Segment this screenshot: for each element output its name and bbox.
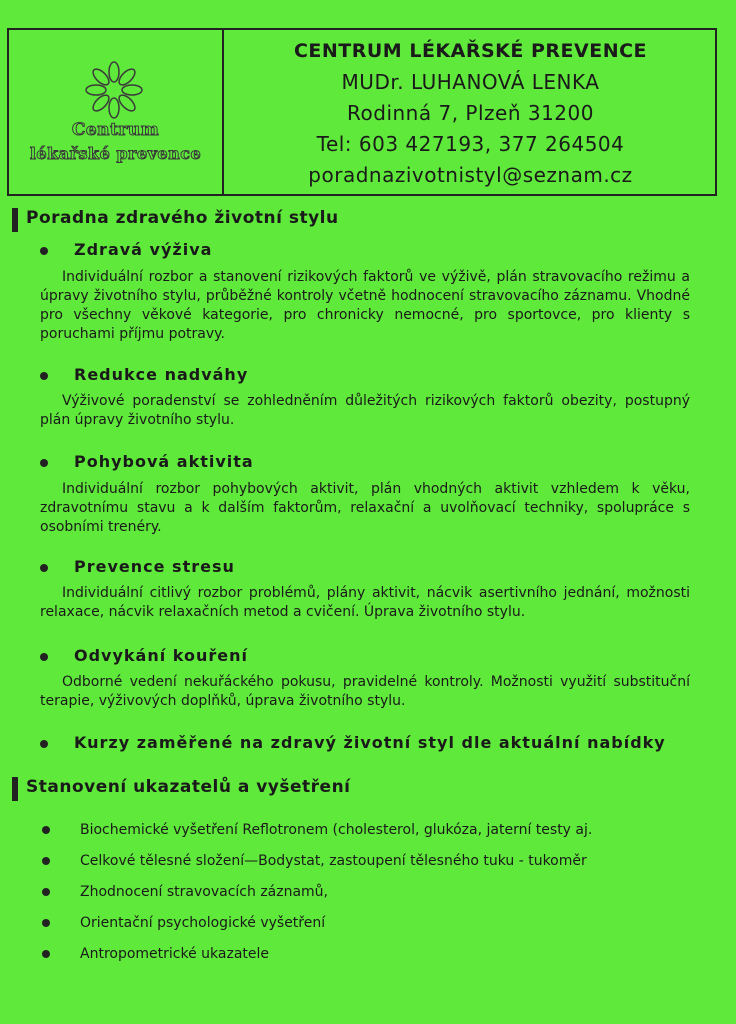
center-name: CENTRUM LÉKAŘSKÉ PREVENCE bbox=[293, 40, 648, 62]
logo bbox=[9, 30, 224, 194]
item-title-stres: Prevence stresu bbox=[40, 557, 235, 576]
item-title-redukce: Redukce nadváhy bbox=[40, 365, 248, 384]
item-title-vyziva: Zdravá výživa bbox=[40, 240, 212, 259]
logo-text-line1: Centrum bbox=[71, 120, 160, 140]
bullet-icon bbox=[40, 653, 48, 661]
item-title-kurzy: Kurzy zaměřené na zdravý životní styl dle aktuální nabídky bbox=[40, 733, 666, 752]
email[interactable]: poradnazivotnistyl@seznam.cz bbox=[308, 163, 633, 187]
section-heading-poradna: Poradna zdravého životní stylu bbox=[12, 208, 339, 228]
item-text-redukce: Výživové poradenství se zohledněním důležitých rizikových faktorů obezity, postupný plán úpravy životního stylu. bbox=[40, 393, 690, 428]
bullet-icon bbox=[42, 857, 50, 865]
flower-logo-icon bbox=[84, 60, 144, 120]
header-box bbox=[7, 28, 717, 196]
item-text-pohyb: Individuální rozbor pohybových aktivit, plán vhodných aktivit vzhledem k věku, zdravotnímu stavu a k dalším faktorům, relaxační a uvolňovací techniky, spolupráce s osobními trenéry. bbox=[40, 481, 690, 535]
bullet-icon bbox=[42, 919, 50, 927]
list-item: Antropometrické ukazatele bbox=[42, 939, 592, 970]
item-title-koureni: Odvykání kouření bbox=[40, 646, 248, 665]
list-item: Biochemické vyšetření Reflotronem (cholesterol, glukóza, jaterní testy aj. bbox=[42, 815, 592, 846]
item-title-pohyb: Pohybová aktivita bbox=[40, 452, 254, 471]
item-text-vyziva: Individuální rozbor a stanovení rizikových faktorů ve výživě, plán stravovacího režimu a úpravy životního stylu, průběžné kontroly včetně hodnocení stravovacího záznamu. Vhodné pro všechny věkové kategorie, pro chronicky nemocné, pro sportovce, pro klienty s poruchami příjmu potravy. bbox=[40, 269, 690, 342]
list-item: Orientační psychologické vyšetření bbox=[42, 908, 592, 939]
contact-block bbox=[224, 36, 717, 191]
item-text-koureni: Odborné vedení nekuřáckého pokusu, pravidelné kontroly. Možnosti využití substituční terapie, výživových doplňků, úprava životního stylu. bbox=[40, 674, 690, 709]
bullet-icon bbox=[42, 950, 50, 958]
bullet-icon bbox=[42, 888, 50, 896]
phone: Tel: 603 427193, 377 264504 bbox=[316, 132, 625, 156]
exam-list bbox=[42, 815, 592, 970]
bullet-icon bbox=[40, 564, 48, 572]
logo-text-line2: lékařské prevence bbox=[29, 144, 202, 163]
bullet-icon bbox=[42, 826, 50, 834]
list-item: Celkové tělesné složení—Bodystat, zastoupení tělesného tuku - tukoměr bbox=[42, 846, 592, 877]
bullet-icon bbox=[40, 740, 48, 748]
section-heading-vysetreni: Stanovení ukazatelů a vyšetření bbox=[12, 777, 351, 797]
address: Rodinná 7, Plzeň 31200 bbox=[347, 101, 594, 125]
list-item: Zhodnocení stravovacích záznamů, bbox=[42, 877, 592, 908]
doctor-name: MUDr. LUHANOVÁ LENKA bbox=[341, 70, 600, 94]
bullet-icon bbox=[40, 372, 48, 380]
bullet-icon bbox=[40, 459, 48, 467]
bullet-icon bbox=[40, 247, 48, 255]
item-text-stres: Individuální citlivý rozbor problémů, plány aktivit, nácvik asertivního jednání, možnosti relaxace, nácvik relaxačních metod a cvičení. Úprava životního stylu. bbox=[40, 585, 690, 620]
